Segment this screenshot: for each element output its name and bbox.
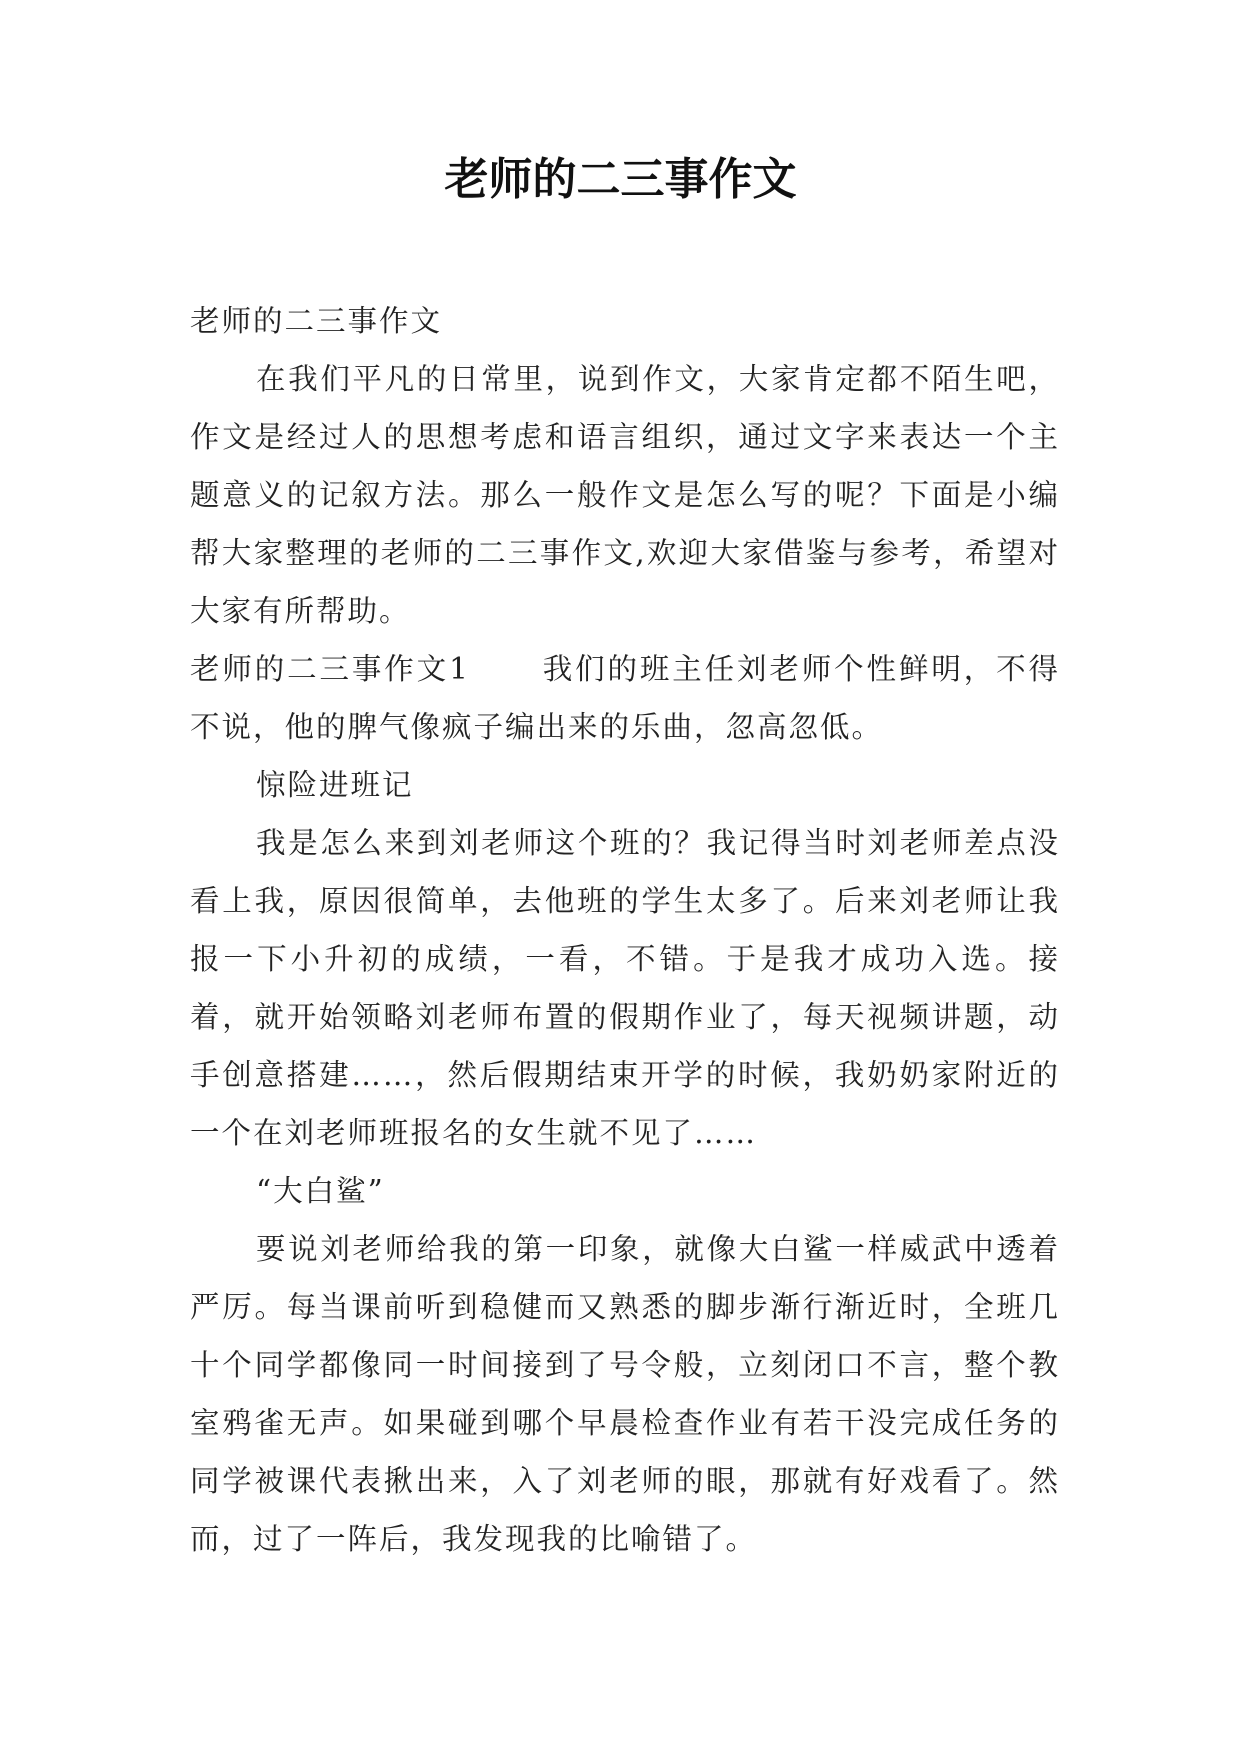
- section-1-paragraph: 我是怎么来到刘老师这个班的？我记得当时刘老师差点没看上我，原因很简单，去他班的学生太多了。后来刘老师让我报一下小升初的成绩，一看，不错。于是我才成功入选。接着，就开始领略刘老师布置的假期作业了，每天视频讲题，动手创意搭建……，然后假期结束开学的时候，我奶奶家附近的一个在刘老师班报名的女生就不见了……: [190, 826, 1060, 1150]
- subtitle-line: 老师的二三事作文: [190, 304, 443, 338]
- section-1-heading: 惊险进班记: [256, 768, 414, 802]
- essay-1-heading: 老师的二三事作文1: [190, 652, 470, 686]
- intro-paragraph: 在我们平凡的日常里，说到作文，大家肯定都不陌生吧，作文是经过人的思想考虑和语言组织，通过文字来表达一个主题意义的记叙方法。那么一般作文是怎么写的呢？下面是小编帮大家整理的老师的二三事作文,欢迎大家借鉴与参考，希望对大家有所帮助。: [190, 362, 1060, 628]
- essay-1-opening: 我们的班主任刘老师个性鲜明，不得不说，他的脾气像疯子编出来的乐曲，忽高忽低。: [190, 652, 1060, 744]
- section-2-paragraph: 要说刘老师给我的第一印象，就像大白鲨一样威武中透着严厉。每当课前听到稳健而又熟悉的脚步渐行渐近时，全班几十个同学都像同一时间接到了号令般，立刻闭口不言，整个教室鸦雀无声。如果碰到哪个早晨检查作业有若干没完成任务的同学被课代表揪出来，入了刘老师的眼，那就有好戏看了。然而，过了一阵后，我发现我的比喻错了。: [190, 1232, 1060, 1556]
- document-title: 老师的二三事作文: [444, 154, 797, 205]
- essay-1-paragraph: [190, 640, 1060, 756]
- section-2-heading: “大白鲨”: [256, 1174, 385, 1208]
- document-body: [190, 292, 1060, 1568]
